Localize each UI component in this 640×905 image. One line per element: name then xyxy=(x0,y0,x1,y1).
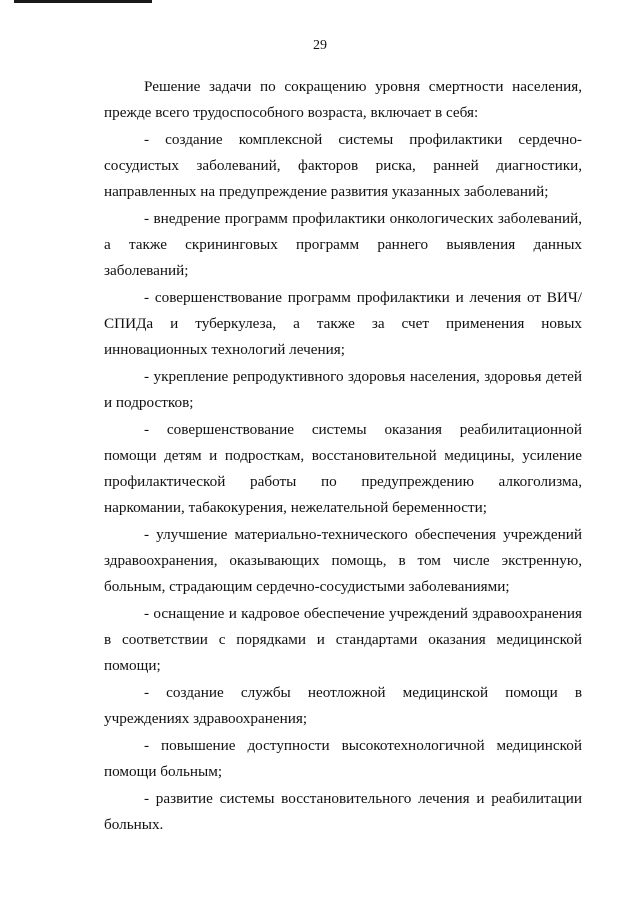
list-item: - создание службы неотложной медицинской помощи в учреждениях здравоохранения; xyxy=(104,684,582,727)
page-number: 29 xyxy=(313,38,327,53)
top-edge-rule xyxy=(14,0,152,3)
list-item: - улучшение материально-технического обеспечения учреждений здравоохранения, оказывающих помощь, в том числе экстренную, больным, страдающим сердечно-сосудистыми заболеваниями; xyxy=(104,526,582,595)
list-item: - совершенствование программ профилактики и лечения от ВИЧ/СПИДа и туберкулеза, а также за счет применения новых инновационных технологий лечения; xyxy=(104,289,582,358)
document-body xyxy=(104,74,582,839)
list-item: - оснащение и кадровое обеспечение учреждений здравоохранения в соответствии с порядками и стандартами оказания медицинской помощи; xyxy=(104,605,582,674)
list-item: - повышение доступности высокотехнологичной медицинской помощи больным; xyxy=(104,737,582,780)
intro-paragraph: Решение задачи по сокращению уровня смертности населения, прежде всего трудоспособного возраста, включает в себя: xyxy=(104,78,582,121)
list-item: - совершенствование системы оказания реабилитационной помощи детям и подросткам, восстановительной медицины, усиление профилактической работы по предупреждению алкоголизма, наркомании, табакокурения, нежелательной беременности; xyxy=(104,421,582,516)
list-item: - создание комплексной системы профилактики сердечно-сосудистых заболеваний, факторов риска, ранней диагностики, направленных на предупреждение развития указанных заболеваний; xyxy=(104,131,582,200)
list-item: - укрепление репродуктивного здоровья населения, здоровья детей и подростков; xyxy=(104,368,582,411)
list-item: - развитие системы восстановительного лечения и реабилитации больных. xyxy=(104,790,582,833)
list-item: - внедрение программ профилактики онкологических заболеваний, а также скрининговых программ раннего выявления данных заболеваний; xyxy=(104,210,582,279)
